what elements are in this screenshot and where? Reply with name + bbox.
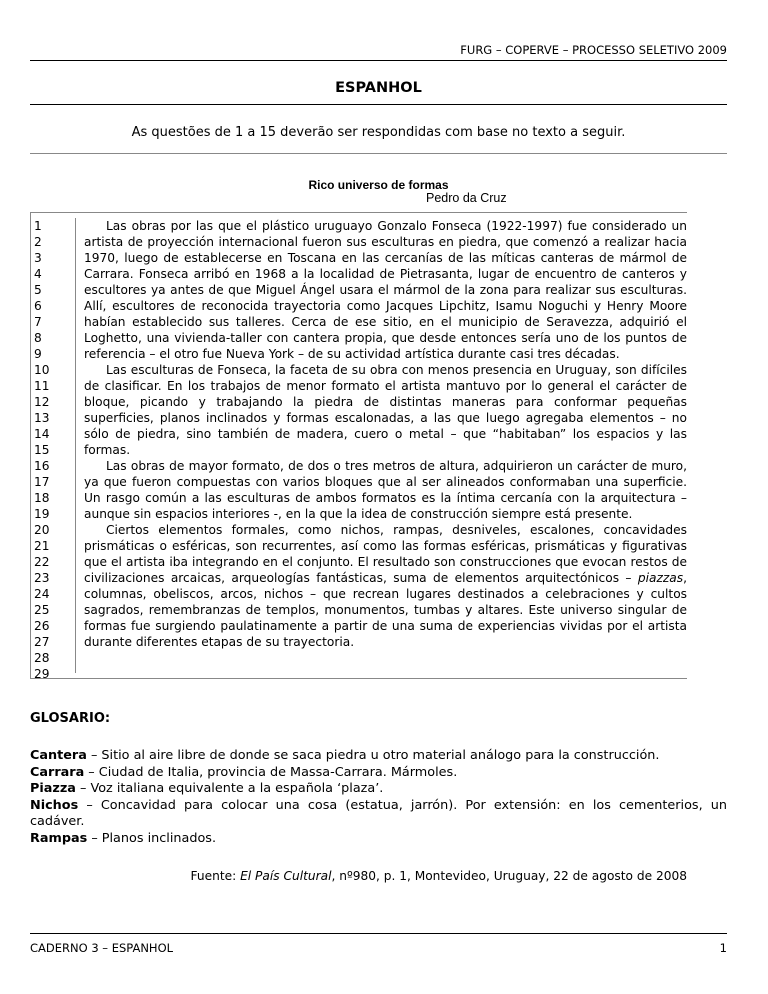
paragraph-1: Las obras por las que el plástico uruguayo Gonzalo Fonseca (1922-1997) fue considerado un artista de proyección internacional fueron sus esculturas en piedra, que comenzó a realizar hacia 1970, luego de establecerse en Toscana en las cercanías de las míticas canteras de mármol de Carrara. Fonseca arribó en 1968 a la localidad de Pietrasanta, lugar de encuentro de canteros y escultores ya antes de que Miguel Ángel usara el mármol de la zona para realizar sus esculturas. Allí, escultores de reconocida trayectoria como Jacques Lipchitz, Isamu Noguchi y Henry Moore habían establecido sus talleres. Cerca de ese sitio, en el municipio de Seravezza, adquirió el Loghetto, una vivienda-taller con cantera propia, que desde entonces sería uno de los puntos de referencia – el otro fue Nueva York – de su actividad artística durante casi tres décadas. bbox=[84, 219, 687, 361]
line-number: 22 bbox=[34, 555, 50, 569]
glossary-entry bbox=[30, 781, 727, 798]
page-number: 1 bbox=[719, 941, 727, 955]
page-title: ESPANHOL bbox=[30, 80, 727, 105]
glossary-term: Cantera bbox=[30, 748, 87, 763]
glossary-term: Nichos bbox=[30, 797, 79, 813]
paragraph-4-part-1: Ciertos elementos formales, como nichos, rampas, desniveles, escalones, concavidades prismáticas o esféricas, son recurrentes, así como las formas esféricas, prismáticas y figurativas que el artista iba integrando en el conjunto. El resultado son construcciones que evocan restos de civilizaciones arcaicas, arqueologías fantásticas, suma de elementos arquitectónicos – bbox=[84, 523, 687, 585]
line-number: 29 bbox=[34, 667, 50, 681]
line-number: 9 bbox=[34, 347, 42, 361]
paragraph-3: Las obras de mayor formato, de dos o tres metros de altura, adquirieron un carácter de muro, ya que fueron compuestas con varios bloques que al ser alineados conformaban una superficie. Un rasgo común a las esculturas de ambos formatos es la íntima cercanía con la arquitectura – aunque sin espacios interiores -, en la que la idea de construcción siempre está presente. bbox=[84, 459, 687, 521]
footer-label: CADERNO 3 – ESPANHOL bbox=[30, 941, 174, 955]
paragraph-4 bbox=[84, 522, 687, 650]
glossary-definition: – Voz italiana equivalente a la española ‘plaza’. bbox=[75, 781, 384, 796]
glossary-entry bbox=[30, 798, 727, 831]
glossary-term: Rampas bbox=[30, 830, 88, 846]
line-number: 13 bbox=[34, 411, 50, 425]
glossary-title: GLOSARIO: bbox=[30, 711, 111, 726]
source-prefix: Fuente: bbox=[190, 869, 241, 883]
line-number: 23 bbox=[34, 571, 50, 585]
line-number: 6 bbox=[34, 299, 42, 313]
glossary-term: Piazza bbox=[30, 781, 76, 796]
instruction-text: As questões de 1 a 15 deverão ser respondidas com base no texto a seguir. bbox=[30, 125, 727, 154]
line-number: 27 bbox=[34, 635, 50, 649]
line-number: 19 bbox=[34, 507, 50, 521]
line-number: 7 bbox=[34, 315, 42, 329]
glossary-definition: – Planos inclinados. bbox=[87, 830, 217, 846]
paragraph-4-italic: piazzas bbox=[637, 571, 684, 585]
paragraph-2: Las esculturas de Fonseca, la faceta de su obra con menos presencia en Uruguay, son difíciles de clasificar. En los trabajos de menor formato el artista mantuvo por lo general el carácter de bloque, picando y trabajando la piedra de distintas maneras para conformar pequeñas superficies, planos inclinados y formas escalonadas, a las que luego agregaba elementos – no sólo de piedra, sino también de madera, cuero o metal – que “habitaban” los espacios y las formas. bbox=[84, 363, 687, 457]
glossary-definition: – Sitio al aire libre de donde se saca piedra u otro material análogo para la construcción. bbox=[86, 748, 660, 763]
line-number: 16 bbox=[34, 459, 50, 473]
glossary-definition: – Ciudad de Italia, provincia de Massa-Carrara. Mármoles. bbox=[84, 764, 458, 780]
reading-text-body bbox=[84, 218, 687, 650]
text-author: Pedro da Cruz bbox=[426, 191, 507, 205]
line-number: 10 bbox=[34, 363, 50, 377]
line-number: 1 bbox=[34, 219, 42, 233]
line-number: 20 bbox=[34, 523, 50, 537]
source-citation bbox=[191, 869, 687, 883]
line-number: 4 bbox=[34, 267, 42, 281]
source-details: , nº980, p. 1, Montevideo, Uruguay, 22 de agosto de 2008 bbox=[331, 869, 687, 883]
line-number: 8 bbox=[34, 331, 42, 345]
glossary-entry bbox=[30, 748, 727, 765]
paragraph-4-part-2: , columnas, obeliscos, arcos, nichos – que recrean lugares destinados a celebraciones y cultos sagrados, remembranzas de templos, monumentos, tumbas y altares. Este universo singular de formas fue surgiendo paulatinamente a partir de una suma de experiencias vividas por el artista durante diferentes etapas de su trayectoria. bbox=[84, 571, 687, 649]
page-footer bbox=[30, 933, 727, 955]
line-numbers bbox=[31, 218, 76, 681]
line-number: 24 bbox=[34, 587, 50, 601]
line-number: 17 bbox=[34, 475, 50, 489]
line-number: 21 bbox=[34, 539, 50, 553]
line-number: 12 bbox=[34, 395, 50, 409]
glossary bbox=[30, 748, 727, 847]
source-publication: El País Cultural bbox=[240, 869, 332, 883]
line-number: 15 bbox=[34, 443, 50, 457]
glossary-entry bbox=[30, 765, 727, 782]
line-number: 2 bbox=[34, 235, 42, 249]
line-number: 11 bbox=[34, 379, 50, 393]
glossary-entry bbox=[30, 831, 727, 848]
glossary-term: Carrara bbox=[30, 764, 85, 780]
line-number: 14 bbox=[34, 427, 50, 441]
glossary-definition: – Concavidad para colocar una cosa (estatua, jarrón). Por extensión: en los cementerios, un cadáver. bbox=[30, 797, 727, 829]
text-title: Rico universo de formas bbox=[308, 178, 449, 192]
line-number: 18 bbox=[34, 491, 50, 505]
line-number: 26 bbox=[34, 619, 50, 633]
line-number: 5 bbox=[34, 283, 42, 297]
line-number: 28 bbox=[34, 651, 50, 665]
page-header: FURG – COPERVE – PROCESSO SELETIVO 2009 bbox=[30, 43, 727, 61]
line-number: 3 bbox=[34, 251, 42, 265]
line-number: 25 bbox=[34, 603, 50, 617]
